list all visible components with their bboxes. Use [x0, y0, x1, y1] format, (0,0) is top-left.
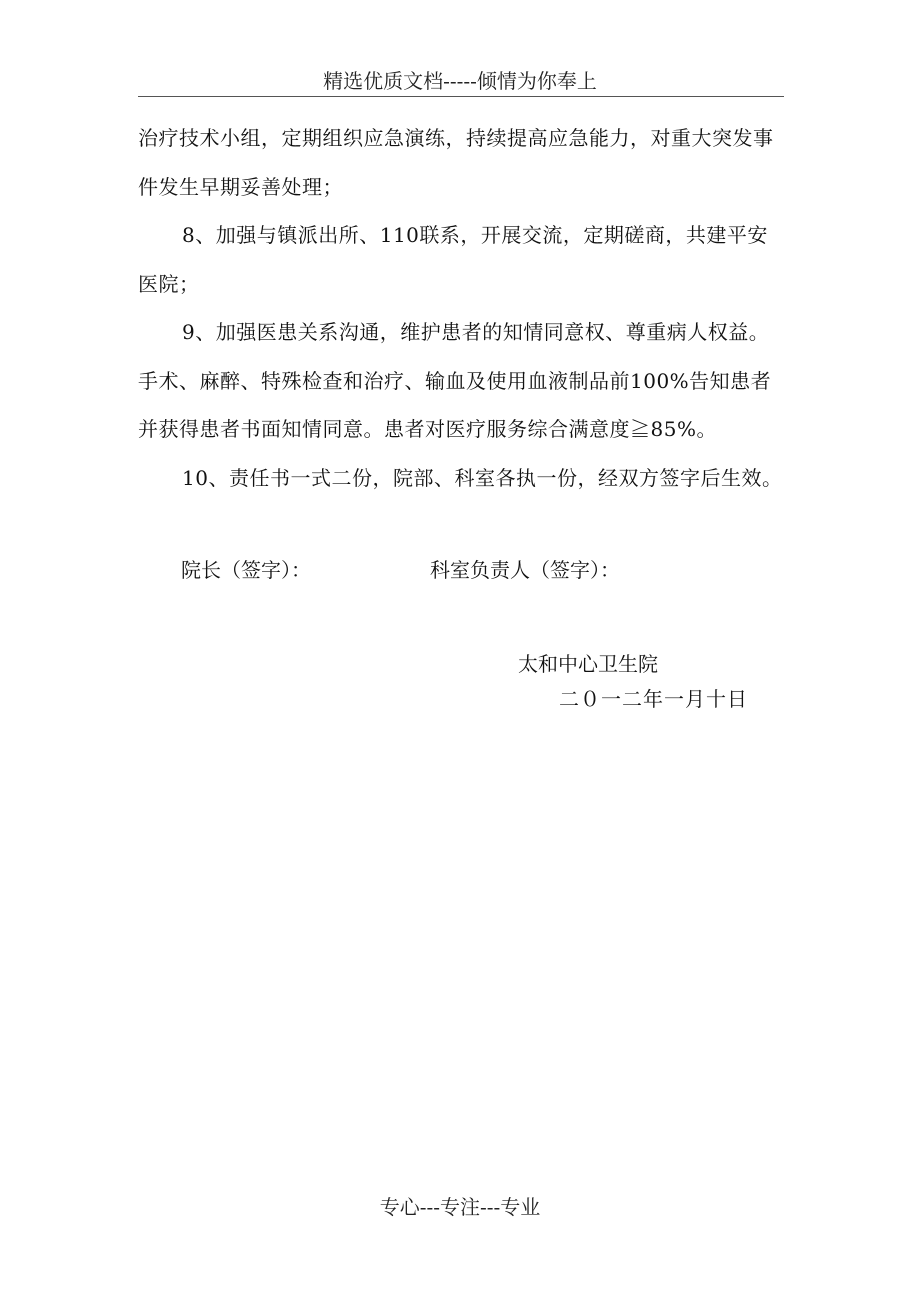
paragraph-item-8: 8、加强与镇派出所、110联系，开展交流，定期磋商，共建平安医院； — [138, 223, 768, 296]
header-divider — [138, 96, 784, 97]
issuing-organization: 太和中心卫生院 — [518, 652, 658, 676]
department-head-signature-label: 科室负责人（签字）： — [430, 558, 620, 582]
paragraph-continuation: 治疗技术小组，定期组织应急演练，持续提高应急能力，对重大突发事件发生早期妥善处理； — [138, 126, 774, 199]
page-footer: 专心---专注---专业 — [379, 1195, 541, 1219]
document-body — [138, 114, 788, 502]
director-signature-label: 院长（签字）： — [181, 558, 311, 582]
page-header: 精选优质文档-----倾情为你奉上 — [323, 69, 597, 93]
paragraph-item-10: 10、责任书一式二份，院部、科室各执一份，经双方签字后生效。 — [182, 465, 783, 490]
paragraph-item-9: 9、加强医患关系沟通，维护患者的知情同意权、尊重病人权益。手术、麻醉、特殊检查和治疗、输血及使用血液制品前100%告知患者并获得患者书面知情同意。患者对医疗服务综合满意度≧85%。 — [138, 320, 772, 441]
document-date: 二０一二年一月十日 — [559, 687, 748, 711]
